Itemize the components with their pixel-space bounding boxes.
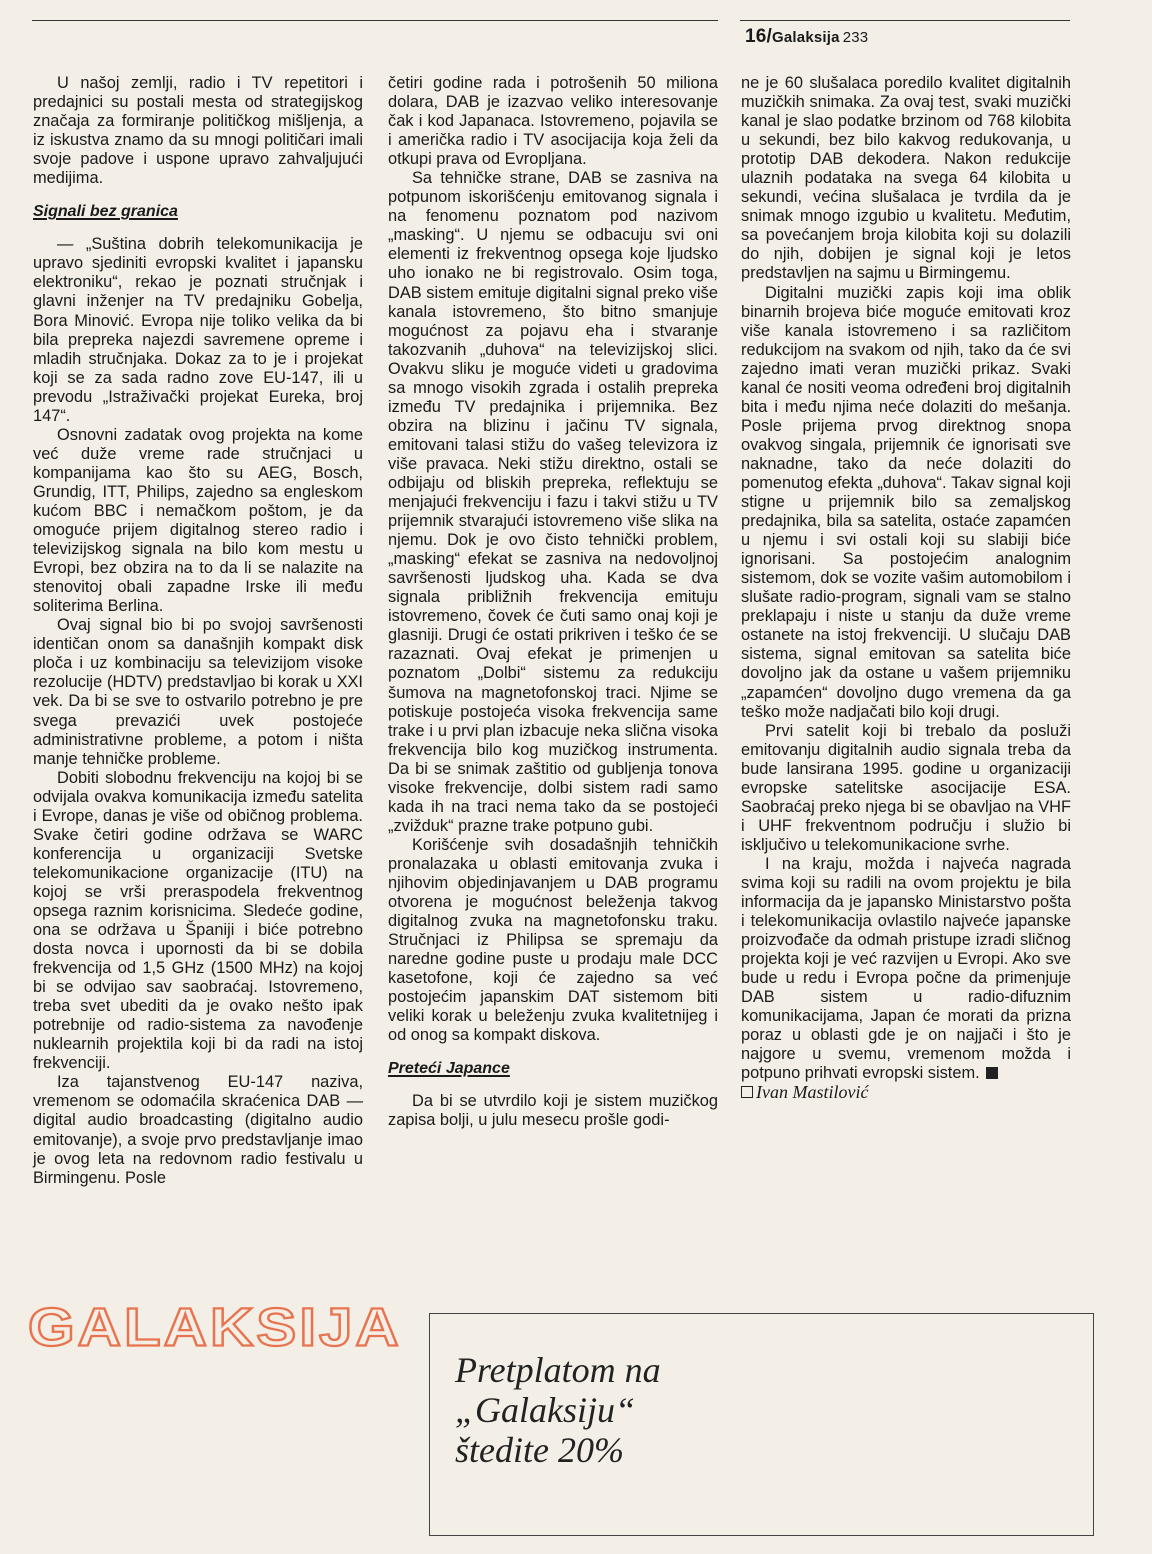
author-name: Ivan Mastilović (756, 1082, 869, 1103)
issue-number: 16/ (745, 26, 773, 47)
paragraph: U našoj zemlji, radio i TV repetitori i predajnici su postali mesta od strategijskog značaja za formiranje političkog mišljenja, a iz iskustva znamo da su mnogi političari imali svoje padove i uspone upravo zahvaljujući medijima. (33, 74, 363, 188)
magazine-name: Galaksija (772, 29, 840, 46)
article-column-2 (388, 74, 718, 1131)
paragraph: ne je 60 slušalaca poredilo kvalitet digitalnih muzičkih snimaka. Za ovaj test, svaki muzički kanal je slao podatke brzinom od 768 kilobita u sekundi, bez bilo kakvog redukovanja, u prototip DAB dekodera. Nakon redukcije ulaznih podataka na svega 64 kilobita u sekundi, većina slušalaca je tvrdila da je snimak mnogo izgubio u kvalitetu. Međutim, sa povećanjem broja kilobita koji su dolazili do njih, dobijen je signal koji je letos predstavljen na sajmu u Birmingemu. (741, 74, 1071, 283)
paragraph-text: I na kraju, možda i najveća nagrada svima koji su radili na ovom projektu je bila informacija da je japansko Ministarstvo pošta i telekomunikacija ovlastilo najveće japanske proizvođače da odmah pristupe izradi sličnog projekta koji je već razvijen u Evropi. Ako sve bude u redu i Evropa počne da primenjuje DAB sistem u radio-difuznim komunikacijama, Japan će morati da prizna poraz u oblasti gde je on najjači i što je najgore u svemu, vremenom možda i potpuno prihvati evropski sistem. (741, 854, 1071, 1083)
top-rule-left (32, 20, 718, 21)
paragraph: Da bi se utvrdilo koji je sistem muzičkog zapisa bolji, u julu mesecu prošle godi- (388, 1092, 718, 1130)
page-header (745, 26, 1070, 48)
byline-box-icon (741, 1086, 753, 1098)
paragraph: Korišćenje svih dosadašnjih tehničkih pronalazaka u oblasti emitovanja zvuka i njihovim objedinjavanjem u DAB programu otvorena je mogućnost beleženja takvog digitalnog zvuka na magnetofonsku traku. Stručnjaci iz Philipsa se spremaju da naredne godine puste u prodaju male DCC kasetofone, koji će zajedno sa već postojećim japanskim DAT sistemom biti veliki korak u beleženju zvuka kvalitetnijeg i od onog sa kompakt diskova. (388, 835, 718, 1045)
paragraph: Iza tajanstvenog EU-147 naziva, vremenom se odomaćila skraćenica DAB — digital audio broadcasting (digitalno audio emitovanje), a svoje prvo predstavljanje imao je ovog leta na redovnom radio festivalu u Birmingenu. Posle (33, 1073, 363, 1187)
subscription-ad (429, 1313, 1094, 1536)
ad-line-2: „Galaksiju“ (455, 1390, 636, 1430)
paragraph: Ovaj signal bio bi po svojoj savršenosti identičan onom sa današnjih kompakt disk ploča i uz kombinaciju sa televizijom visoke rezolucije (HDTV) predstavljao bi korak u XXI vek. Da bi se sve to ostvarilo potrebno je pre svega prevazići uvek postojeće administrativne probleme, a potom i ništa manje tehničke probleme. (33, 616, 363, 768)
top-rule-right (740, 20, 1070, 21)
article-column-3 (741, 74, 1071, 1103)
page-number: 233 (842, 29, 869, 46)
paragraph-final (741, 855, 1071, 1084)
end-of-article-icon (986, 1067, 998, 1079)
paragraph: — „Suština dobrih telekomunikacija je upravo sjediniti evropski kvalitet i japansku elektroniku“, rekao je poznati stručnjak i glavni inženjer na TV predajniku Gobelja, Bora Minović. Evropa nije toliko velika da bi bila prepreka najezdi savremene opreme i mladih stručnjaka. Dokaz za to je i projekat koji se za sada radno zove EU-147, ili u prevodu „Istraživački projekat Eureka, broj 147“. (33, 235, 363, 425)
paragraph: Osnovni zadatak ovog projekta na kome već duže vreme rade stručnjaci u kompanijama kao što su AEG, Bosch, Grundig, ITT, Philips, zajedno sa engleskom kućom BBC i nemačkom poštom, je da omoguće prijem digitalnog stereo radio i televizijskog signala na bilo kom mestu u Evropi, bez obzira na to da li se nalazite na stenovitoj obali zapadne Irske ili među soliterima Berlina. (33, 425, 363, 616)
author-byline (741, 1083, 1071, 1102)
paragraph: Sa tehničke strane, DAB se zasniva na potpunom iskorišćenju emitovanog signala i na fenomenu poznatom pod nazivom „masking“. U njemu se odbacuju svi oni elementi iz frekventnog opsega koje ljudsko uho ionako ne bi registrovalo. Osim toga, DAB sistem emituje digitalni signal preko više kanala istovremeno, što bitno smanjuje mogućnost za pojavu eha i stvaranje takozvanih „duhova“ na televizijskoj slici. Ovakvu sliku je moguće videti u gradovima sa mnogo visokih zgrada i ostalih prepreka između TV predajnika i prijemnika. Bez obzira na blizinu i jačinu TV signala, emitovani talasi stižu do vašeg televizora iz više pravaca. Neki stižu direktno, ostali se odbijaju od bliskih prepreka, reflektuju se menjajući frekvenciju i fazu i takvi stižu u TV prijemnik stvarajući istovremeno više slika na njemu. Dok je ovo čisto tehnički problem, „masking“ efekat se zasniva na nedovoljnoj savršenosti ljudskog uha. Kada se dva signala približnih frekvencija emituju istovremeno, čovek će čuti samo onaj koji je glasniji. Drugi će ostati prikriven i teško će se razaznati. Ovaj efekat je primenjen u poznatom „Dolbi“ sistemu za redukciju šumova na magnetofonskoj traci. Njime se potiskuje postojeća visoka frekvencija same trake i u prvi plan izbacuje neka slična visoka frekvencija bilo kog muzičkog instrumenta. Da bi se snimak zaštitio od gubljenja tonova visoke frekvencije, dolbi sistem radi samo kada ih na traci nema tako da se postojeći „zvižduk“ prazne trake potpuno gubi. (388, 169, 718, 835)
paragraph: četiri godine rada i potrošenih 50 miliona dolara, DAB je izazvao veliko interesovanje čak i kod Japanaca. Istovremeno, pojavila se i američka radio i TV asocijacija koja želi da otkupi prava od Evropljana. (388, 74, 718, 169)
paragraph: Digitalni muzički zapis koji ima oblik binarnih brojeva biće moguće emitovati kroz više kanala istovremeno i sa različitom redukcijom na svakom od njih, tako da će svi zajedno imati veran muzički prikaz. Svaki kanal će nositi veoma određeni broj digitalnih bita i među njima neće dolaziti do mešanja. Posle prijema prvog direktnog snopa ovakvog singala, prijemnik će ignorisati sve naknadne, tako da neće dolaziti do pomenutog efekta „duhova“. Takav signal koji stigne u prijemnik bilo sa zemaljskog predajnika, bila sa satelita, ostaće zapamćen u njemu i svi ostali koji su slabiji biće ignorisani. Sa postojećim analognim sistemom, dok se vozite vašim automobilom i slušate radio-program, signali vam se stalno preklapaju i niste u stanju da duže vreme ostanete na istoj frekvenciji. U slučaju DAB sistema, signal emitovan sa satelita biće dovoljno jak da ostane u vašem prijemniku „zapamćen“ dovoljno dugo vremena da ga teško može nadjačati bilo koji drugi. (741, 283, 1071, 721)
ad-line-3: štedite 20% (455, 1430, 624, 1470)
paragraph: Dobiti slobodnu frekvenciju na kojoj bi se odvijala ovakva komunikacija između satelita i Evrope, danas je više od običnog problema. Svake četiri godine održava se WARC konferencija u organizaciji Svetske telekomunikacione organizacije (ITU) na kojoj se vrši preraspodela frekventnog opsega raznim korisnicima. Sledeće godine, ona se održava u Španiji i biće potrebno dosta novca i upornosti da bi se dobila frekvencija od 1,5 GHz (1500 MHz) na kojoj bi se odvijao sav saobraćaj. Istovremeno, treba svet ubediti da je ovako nešto ipak potrebnije od radio-sistema za navođenje nuklearnih projektila koji bi da radi na istoj frekvenciji. (33, 768, 363, 1073)
section-heading-preteci: Preteći Japance (388, 1060, 510, 1078)
ad-line-1: Pretplatom na (455, 1350, 661, 1390)
section-heading-signali: Signali bez granica (33, 203, 178, 221)
paragraph: Prvi satelit koji bi trebalo da posluži emitovanju digitalnih audio signala treba da bude lansirana 1995. godine u organizaciji evropske satelitske asocijacije ESA. Saobraćaj preko njega bi se obavljao na VHF i UHF frekventnom području i služio bi isključivo u telekomunikacione svrhe. (741, 721, 1071, 854)
galaksija-logo: GALAKSIJA (28, 1296, 402, 1358)
ad-text (455, 1350, 661, 1470)
article-column-1 (33, 74, 363, 1188)
